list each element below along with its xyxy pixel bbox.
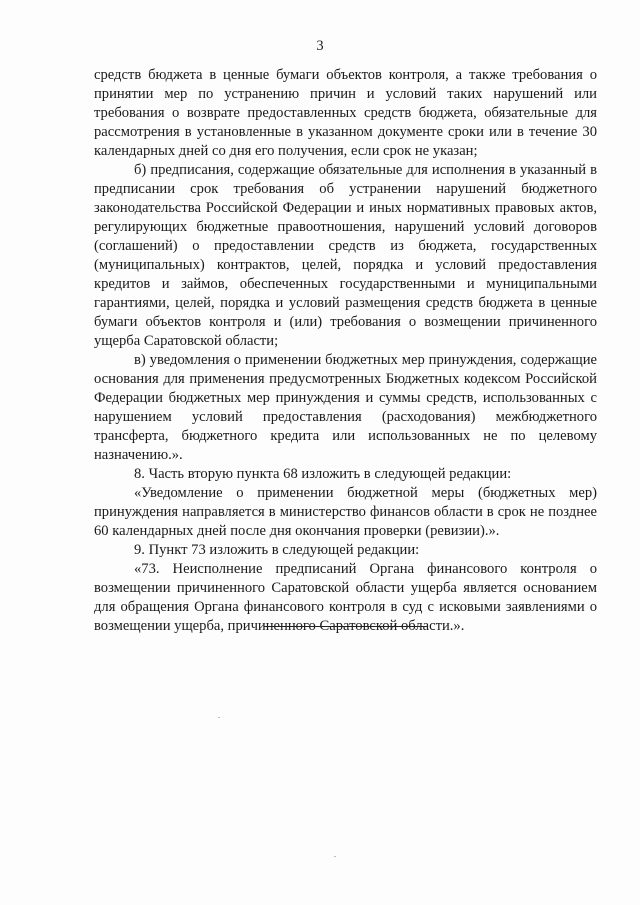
paragraph-item-v: в) уведомления о применении бюджетных мер принуждения, содержащие основания для применения предусмотренных Бюджетных кодексом Российской Федерации бюджетных мер принуждения и суммы средств, использованных с нарушением условий предоставления (расходования) межбюджетного трансферта, бюджетного кредита или использованных не по целевому назначению.». [94,352,597,463]
scan-speck [334,856,336,857]
paragraph-point-9: 9. Пункт 73 изложить в следующей редакции: [134,542,420,558]
scan-speck [218,717,220,718]
paragraph-point-8-quote: «Уведомление о применении бюджетной меры (бюджетных мер) принуждения направляется в министерство финансов области в срок не позднее 60 календарных дней после дня окончания проверки (ревизии).». [94,485,597,539]
document-body [94,66,597,636]
paragraph-point-73-quote: «73. Неисполнение предписаний Органа финансового контроля о возмещении причиненного Саратовской области ущерба является основанием для обращения Органа финансового контроля в суд с исковыми заявлениями о возмещении ущерба, причиненного Саратовской области.». [94,561,597,634]
paragraph-point-8: 8. Часть вторую пункта 68 изложить в следующей редакции: [134,466,512,482]
paragraph-continuation: средств бюджета в ценные бумаги объектов контроля, а также требования о принятии мер по устранению причин и условий таких нарушений или требования о возврате предоставленных средств бюджета, обязательные для рассмотрения в установленные в указанном документе сроки или в течение 30 календарных дней со дня его получения, если срок не указан; [94,67,597,159]
page-number: 3 [316,38,324,54]
end-of-text-rule [264,626,428,627]
paragraph-item-b: б) предписания, содержащие обязательные для исполнения в указанный в предписании срок требования об устранении нарушений бюджетного законодательства Российской Федерации и иных нормативных правовых актов, регулирующих бюджетные правоотношения, нарушений условий договоров (соглашений) о предоставлении средств из бюджета, государственных (муниципальных) контрактов, целей, порядка и условий предоставления кредитов и займов, обеспеченных государственными и муниципальными гарантиями, целей, порядка и условий размещения средств бюджета в ценные бумаги объектов контроля и (или) требования о возмещении причиненного ущерба Саратовской области; [94,162,597,349]
